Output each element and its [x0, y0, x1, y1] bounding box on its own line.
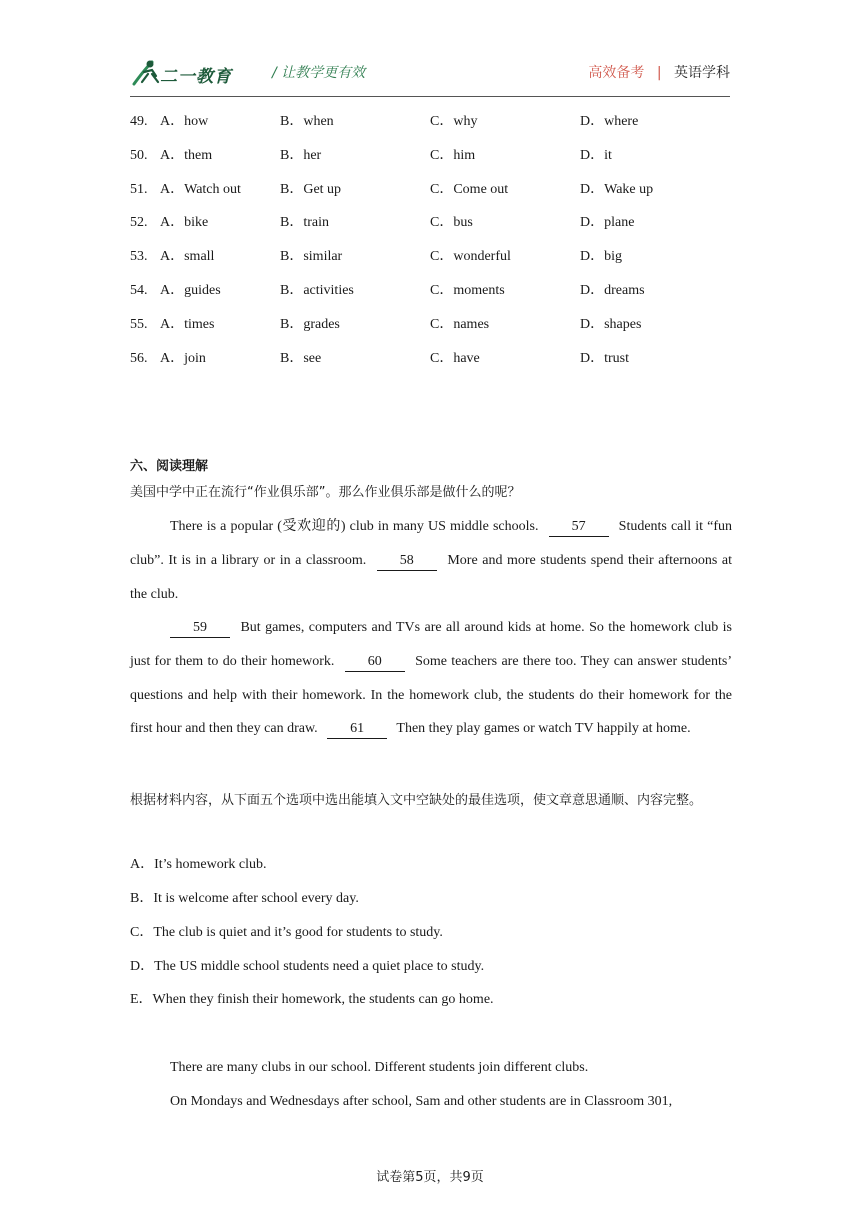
header-subject	[588, 62, 730, 82]
passage-text: There is a popular (受欢迎的) club in many US middle schools.	[170, 519, 539, 534]
option-d: D．trust	[580, 350, 629, 366]
option-row	[130, 281, 730, 315]
header-subject-label: 英语学科	[674, 65, 730, 81]
choice-b: B．It is welcome after school every day.	[130, 891, 359, 906]
option-d: D．plane	[580, 215, 635, 231]
passage-text: Students call it “fun club”. It is in a library or in a classroom.	[130, 519, 733, 568]
logo-text: 二一教育	[160, 67, 232, 87]
header-separator: |	[656, 65, 662, 81]
option-row	[130, 180, 730, 214]
slogan: / 让教学更有效	[272, 65, 366, 81]
question-number: 53.	[130, 249, 148, 265]
option-a: A．them	[160, 147, 213, 163]
option-a: A．times	[160, 316, 215, 332]
answer-blank-60: 60	[345, 653, 405, 672]
option-row	[130, 213, 730, 247]
question-number: 56.	[130, 350, 148, 366]
answer-blank-61: 61	[327, 720, 387, 739]
option-b: B．grades	[280, 316, 340, 332]
option-a: A．join	[160, 350, 206, 366]
choice-a: A．It’s homework club.	[130, 857, 267, 872]
passage-paragraph-2	[130, 611, 732, 746]
passage-paragraph-4: On Mondays and Wednesdays after school, Sam and other students are in Classroom 301,	[170, 1094, 673, 1109]
answer-blank-59: 59	[170, 619, 230, 638]
option-b: B．train	[280, 215, 329, 231]
question-number: 54.	[130, 282, 148, 298]
passage-paragraph-3: There are many clubs in our school. Different students join different clubs.	[170, 1060, 589, 1075]
passage-text: But games, computers and TVs are all around kids at home. So the homework club is just for them to do their homework.	[130, 620, 733, 669]
answer-blank-57: 57	[549, 518, 609, 537]
options-table	[130, 112, 730, 382]
option-b: B．activities	[280, 282, 354, 298]
header-tag: 高效备考	[588, 65, 645, 81]
option-c: C．wonderful	[430, 249, 511, 265]
option-a: A．bike	[160, 215, 209, 231]
option-d: D．it	[580, 147, 612, 163]
option-c: C．bus	[430, 215, 473, 231]
option-row	[130, 146, 730, 180]
header-divider	[130, 96, 730, 97]
option-a: A．small	[160, 249, 215, 265]
option-row	[130, 349, 730, 383]
passage-text: More and more students spend their afternoons at the club.	[130, 552, 732, 602]
option-d: D．where	[580, 114, 639, 129]
option-c: C．him	[430, 147, 476, 163]
passage-paragraph-1	[130, 510, 732, 611]
option-c: C．have	[430, 350, 480, 366]
choice-d: D．The US middle school students need a quiet place to study.	[130, 959, 485, 974]
option-c: C．names	[430, 316, 490, 332]
option-a: A．Watch out	[160, 181, 241, 197]
option-d: D．shapes	[580, 316, 642, 332]
option-d: D．dreams	[580, 282, 645, 298]
task-instruction: 根据材料内容，从下面五个选项中选出能填入文中空缺处的最佳选项，使文章意思通顺、内容完整。	[130, 793, 703, 808]
option-a: A．how	[160, 114, 209, 129]
option-c: C．moments	[430, 282, 505, 298]
page-header	[130, 52, 730, 96]
option-d: D．Wake up	[580, 181, 654, 197]
option-b: B．her	[280, 147, 322, 163]
option-b: B．see	[280, 350, 322, 366]
option-b: B．similar	[280, 249, 343, 265]
option-a: A．guides	[160, 282, 221, 298]
section-intro: 美国中学中正在流行“作业俱乐部”。那么作业俱乐部是做什么的呢？	[130, 485, 521, 500]
option-c: C．why	[430, 114, 478, 129]
option-b: B．when	[280, 114, 334, 129]
choice-e: E．When they finish their homework, the students can go home.	[130, 992, 494, 1007]
question-number: 51.	[130, 181, 148, 197]
option-row	[130, 247, 730, 281]
passage-text: Then they play games or watch TV happily at home.	[396, 721, 691, 737]
question-number: 52.	[130, 215, 148, 231]
question-number: 49.	[130, 114, 148, 129]
page-footer: 试卷第5页，共9页	[376, 1170, 484, 1185]
question-number: 50.	[130, 147, 148, 163]
option-row	[130, 112, 730, 146]
option-b: B．Get up	[280, 181, 342, 197]
question-number: 55.	[130, 316, 148, 332]
option-row	[130, 315, 730, 349]
answer-blank-58: 58	[377, 552, 437, 571]
section-title: 六、阅读理解	[130, 459, 209, 474]
option-c: C．Come out	[430, 181, 509, 197]
option-d: D．big	[580, 249, 622, 265]
choice-c: C．The club is quiet and it’s good for students to study.	[130, 925, 443, 940]
passage-text: Some teachers are there too. They can answer students’ questions and help with their homework. In the homework club, the students do their homework for the first hour and then they can draw.	[130, 653, 732, 737]
